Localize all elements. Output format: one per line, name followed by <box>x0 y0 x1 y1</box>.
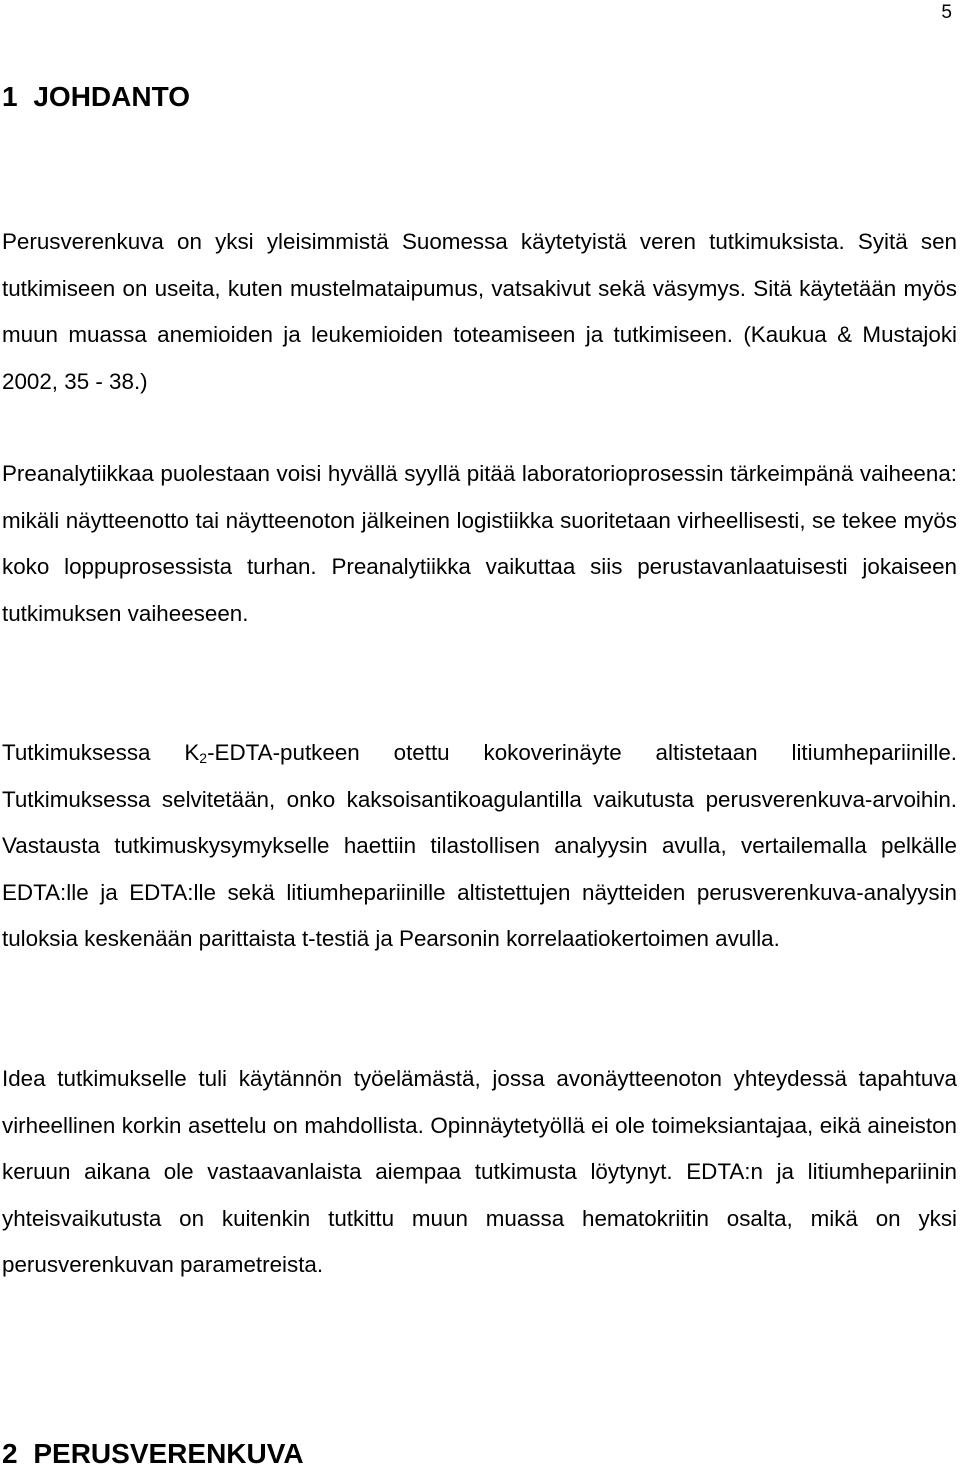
paragraph-study-start: Tutkimuksessa K <box>2 740 200 765</box>
paragraph-study <box>2 730 957 963</box>
section-number: 1 <box>2 81 18 112</box>
section-title: PERUSVERENKUVA <box>33 1438 304 1469</box>
paragraph-preanalytics: Preanalytiikkaa puolestaan voisi hyvällä syyllä pitää laboratorioprosessin tärkeimpänä vaiheena: mikäli näytteenotto tai näytteenoton jälkeinen logistiikka suoritetaan virheellisesti, se tekee myös koko loppuprosessista turhan. Preanalytiikka vaikuttaa siis perustavanlaatuisesti jokaiseen tutkimuksen vaiheeseen. <box>2 461 957 626</box>
paragraph-idea: Idea tutkimukselle tuli käytännön työelämästä, jossa avonäytteenoton yhteydessä tapahtuva virheellinen korkin asettelu on mahdollista. Opinnäytetyöllä ei ole toimeksiantajaa, eikä aineiston keruun aikana ole vastaavanlaista aiempaa tutkimusta löytynyt. EDTA:n ja litiumhepariinin yhteisvaikutusta on kuitenkin tutkittu muun muassa hematokriitin osalta, mikä on yksi perusverenkuvan parametreista. <box>2 1066 957 1277</box>
section-number: 2 <box>2 1438 18 1469</box>
section-title: JOHDANTO <box>33 81 190 112</box>
section-heading-johdanto <box>2 80 190 114</box>
page-number: 5 <box>941 2 952 23</box>
paragraph-intro: Perusverenkuva on yksi yleisimmistä Suomessa käytetyistä veren tutkimuksista. Syitä sen tutkimiseen on useita, kuten mustelmataipumus, vatsakivut sekä väsymys. Sitä käytetään myös muun muassa anemioiden ja leukemioiden toteamiseen ja tutkimiseen. (Kaukua & Mustajoki 2002, 35 - 38.) <box>2 229 957 394</box>
section-heading-perusverenkuva <box>2 1437 304 1471</box>
subscript-2: 2 <box>199 750 208 766</box>
paragraph-study-rest: -EDTA-putkeen otettu kokoverinäyte altistetaan litiumhepariinille. Tutkimuksessa selvitetään, onko kaksoisantikoagulantilla vaikutusta perusverenkuva-arvoihin. Vastausta tutkimuskysymykselle haettiin tilastollisen analyysin avulla, vertailemalla pelkälle EDTA:lle ja EDTA:lle sekä litiumhepariinille altistettujen näytteiden perusverenkuva-analyysin tuloksia keskenään parittaista t-testiä ja Pearsonin korrelaatiokertoimen avulla. <box>2 740 957 951</box>
